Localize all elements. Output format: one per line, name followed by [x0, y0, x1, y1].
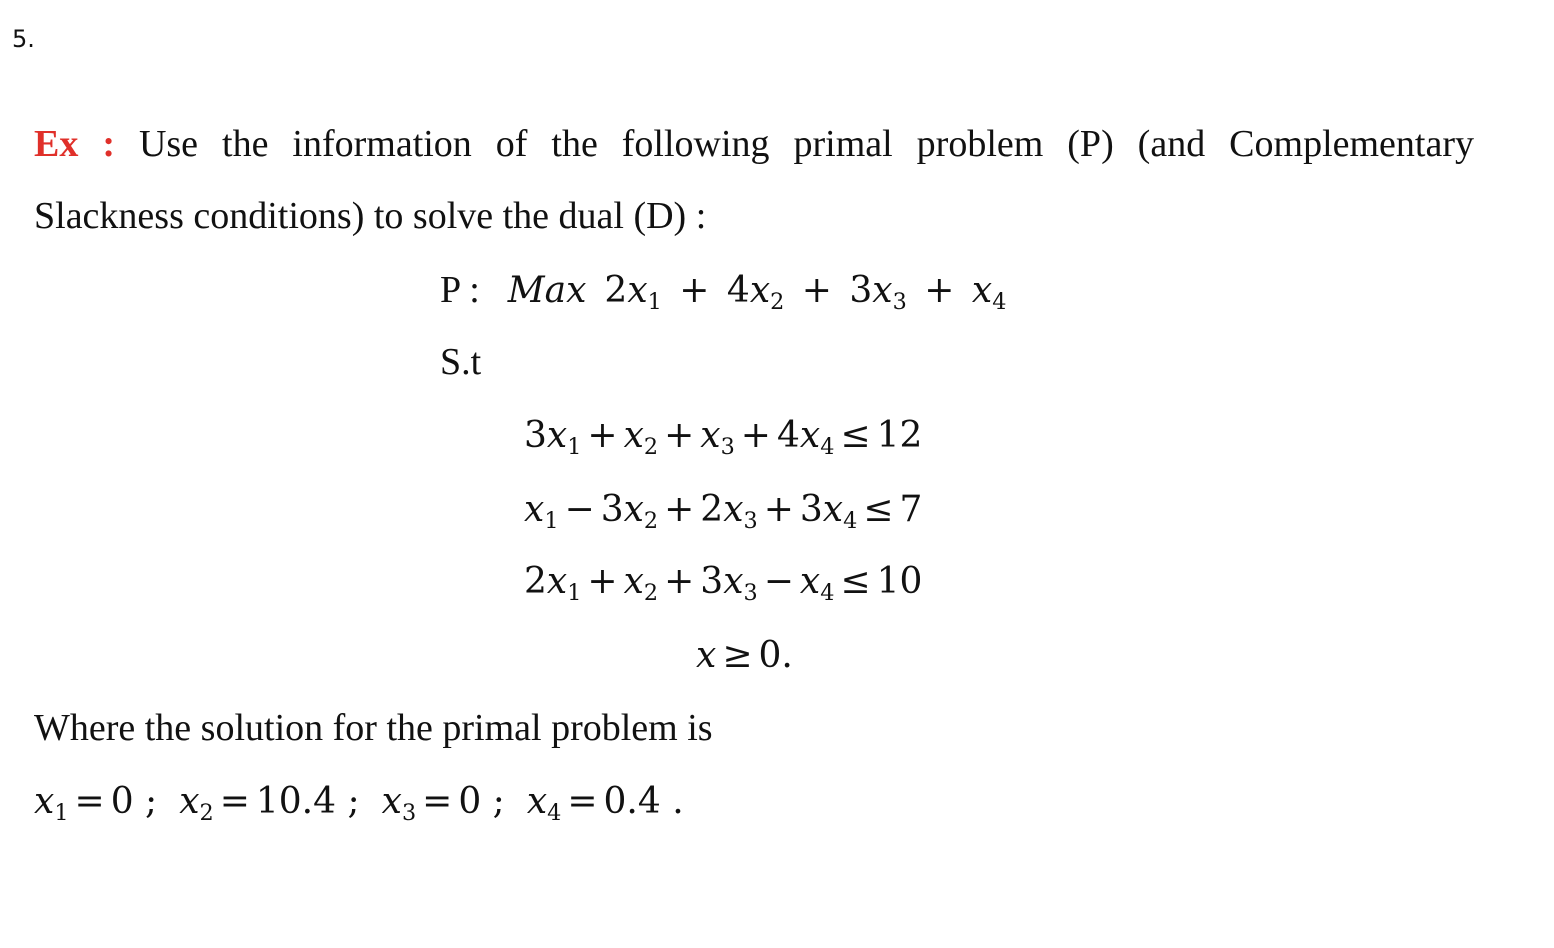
constraint-1: $3x_1 + x_2 + x_3 + 4x_4 \le 12$	[524, 415, 923, 461]
nonnegativity-constraint: x ≥ 0.	[696, 635, 793, 676]
problem-statement-text-1: Use the information of the following primal problem (P) (and Complementary	[138, 123, 1474, 165]
solution-x1: $x_1 = 0$ ;	[34, 781, 158, 827]
primal-label: P :	[440, 269, 480, 311]
ex-colon: :	[102, 123, 115, 165]
constraint-1-rhs: 12	[876, 415, 923, 456]
objective-term-2: $4x_2$	[726, 270, 785, 316]
solution-x2: $x_2 = 10.4$ ;	[179, 781, 360, 827]
constraint-3: $2x_1 + x_2 + 3x_3 - x_4 \le 10$	[524, 561, 923, 607]
solution-x4: $x_4 = 0.4$ .	[526, 781, 684, 827]
objective-term-3: $3x_3$	[849, 270, 907, 316]
constraint-2-rhs: 7	[899, 489, 923, 530]
problem-statement-line-2: Slackness conditions) to solve the dual (D) :	[34, 195, 707, 237]
question-number: 5.	[12, 25, 35, 53]
solution-intro-text: Where the solution for the primal problem is	[34, 707, 713, 749]
subject-to-label: S.t	[440, 341, 482, 383]
constraint-2: $x_1 - 3x_2 + 2x_3 + 3x_4 \le 7$	[524, 489, 923, 535]
problem-statement-line-1	[34, 122, 1474, 166]
objective-term-4: $x_4$	[971, 270, 1007, 316]
ex-label: Ex	[34, 123, 79, 165]
constraint-3-rhs: 10	[876, 561, 923, 602]
solution-x3: $x_3 = 0$ ;	[381, 781, 505, 827]
objective-function: P : Max $2x_1 + 4x_2 + 3x_3 + x_4$	[440, 269, 1007, 316]
max-keyword: Max	[507, 270, 587, 311]
primal-solution	[34, 780, 684, 827]
objective-term-1: $2x_1$	[604, 270, 662, 316]
